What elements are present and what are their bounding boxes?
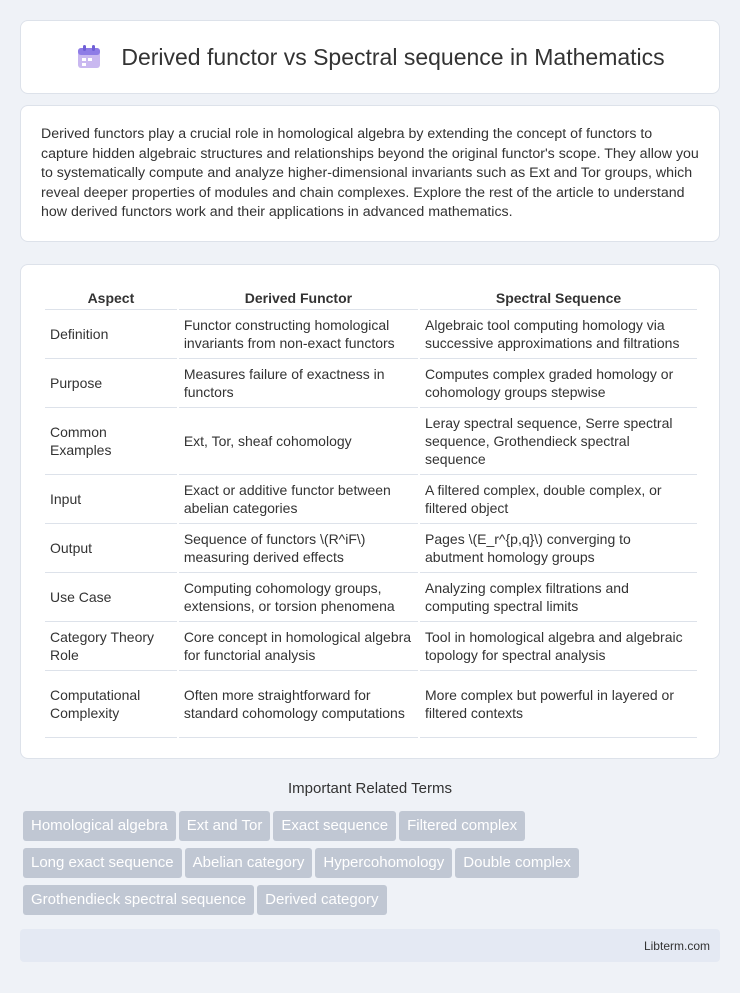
- cell-derived: Exact or additive functor between abelian categories: [179, 475, 418, 524]
- cell-aspect: Use Case: [45, 573, 177, 622]
- cell-spectral: Algebraic tool computing homology via successive approximations and filtrations: [420, 310, 697, 359]
- intro-card: [20, 105, 720, 242]
- cell-aspect: Input: [45, 475, 177, 524]
- cell-aspect: Common Examples: [45, 408, 177, 475]
- header-card: [20, 20, 720, 94]
- cell-derived: Sequence of functors \(R^iF\) measuring derived effects: [179, 524, 418, 573]
- cell-spectral: A filtered complex, double complex, or filtered object: [420, 475, 697, 524]
- cell-spectral: Computes complex graded homology or cohomology groups stepwise: [420, 359, 697, 408]
- cell-spectral: Pages \(E_r^{p,q}\) converging to abutment homology groups: [420, 524, 697, 573]
- tag-grothendieck-spectral-sequence[interactable]: Grothendieck spectral sequence: [23, 885, 254, 915]
- header-aspect: Aspect: [45, 287, 177, 310]
- tag-derived-category[interactable]: Derived category: [257, 885, 386, 915]
- tag-ext-and-tor[interactable]: Ext and Tor: [179, 811, 271, 841]
- cell-aspect: Purpose: [45, 359, 177, 408]
- cell-aspect: Definition: [45, 310, 177, 359]
- table-row: [45, 671, 697, 738]
- page-title: Derived functor vs Spectral sequence in Mathematics: [121, 43, 665, 70]
- table-row: [45, 524, 697, 573]
- table-row: [45, 310, 697, 359]
- header-derived-functor: Derived Functor: [179, 287, 418, 310]
- tag-homological-algebra[interactable]: Homological algebra: [23, 811, 176, 841]
- cell-aspect: Category Theory Role: [45, 622, 177, 671]
- cell-derived: Often more straightforward for standard cohomology computations: [179, 671, 418, 738]
- cell-derived: Measures failure of exactness in functors: [179, 359, 418, 408]
- tag-abelian-category[interactable]: Abelian category: [185, 848, 313, 878]
- related-terms-title: Important Related Terms: [288, 780, 452, 797]
- comparison-card: [20, 264, 720, 759]
- cell-spectral: Analyzing complex filtrations and computing spectral limits: [420, 573, 697, 622]
- table-header-row: [45, 287, 697, 310]
- tag-double-complex[interactable]: Double complex: [455, 848, 579, 878]
- footer-link[interactable]: Libterm.com: [643, 939, 710, 953]
- tag-long-exact-sequence[interactable]: Long exact sequence: [23, 848, 182, 878]
- footer: [20, 929, 720, 962]
- calendar-icon: [75, 43, 103, 71]
- tag-hypercohomology[interactable]: Hypercohomology: [315, 848, 452, 878]
- table-row: [45, 359, 697, 408]
- tag-filtered-complex[interactable]: Filtered complex: [399, 811, 525, 841]
- cell-aspect: Output: [45, 524, 177, 573]
- header-spectral-sequence: Spectral Sequence: [420, 287, 697, 310]
- cell-aspect: Computational Complexity: [45, 671, 177, 738]
- cell-spectral: Tool in homological algebra and algebraic topology for spectral analysis: [420, 622, 697, 671]
- intro-text: Derived functors play a crucial role in homological algebra by extending the concept of functors to capture hidden algebraic structures and relationships beyond the original functor's scope. They allow you to systematically compute and analyze higher-dimensional invariants such as Ext and Tor groups, which reveal deeper properties of modules and chain complexes. Explore the rest of the article to understand how derived functors work and their applications in advanced mathematics.: [41, 126, 699, 220]
- cell-derived: Functor constructing homological invariants from non-exact functors: [179, 310, 418, 359]
- cell-derived: Ext, Tor, sheaf cohomology: [179, 408, 418, 475]
- table-row: [45, 573, 697, 622]
- tag-exact-sequence[interactable]: Exact sequence: [273, 811, 396, 841]
- table-row: [45, 408, 697, 475]
- cell-derived: Core concept in homological algebra for functorial analysis: [179, 622, 418, 671]
- cell-derived: Computing cohomology groups, extensions, or torsion phenomena: [179, 573, 418, 622]
- comparison-table: [43, 287, 699, 738]
- table-row: [45, 622, 697, 671]
- related-tags: [23, 811, 723, 922]
- table-row: [45, 475, 697, 524]
- cell-spectral: More complex but powerful in layered or filtered contexts: [420, 671, 697, 738]
- cell-spectral: Leray spectral sequence, Serre spectral sequence, Grothendieck spectral sequence: [420, 408, 697, 475]
